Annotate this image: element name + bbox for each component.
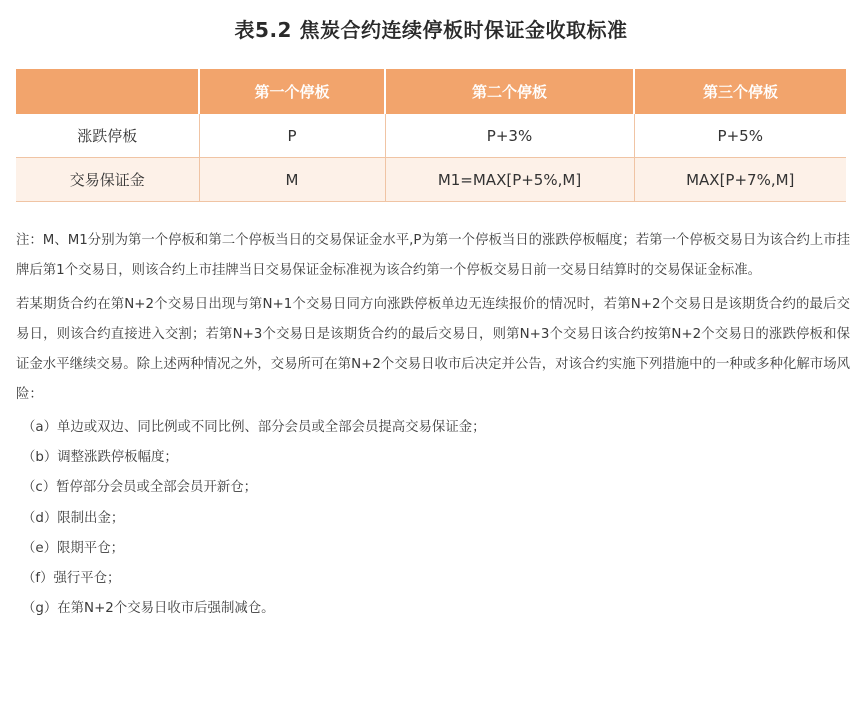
list-item: （b）调整涨跌停板幅度； — [22, 450, 178, 466]
measures-list — [16, 413, 850, 624]
header-cell-first-limit: 第一个停板 — [199, 69, 385, 114]
list-item: （e）限期平仓； — [22, 540, 124, 556]
list-item: （c）暂停部分会员或全部会员开新仓； — [22, 480, 258, 496]
header-cell-second-limit: 第二个停板 — [385, 69, 634, 114]
note-paragraph: 注：M、M1分别为第一个停板和第二个停板当日的交易保证金水平,P为第一个停板当日的涨跌停板幅度；若第一个停板交易日为该合约上市挂牌后第1个交易日，则该合约上市挂牌当日交易保证金标准视为该合约第一个停板交易日前一交易日结算时的交易保证金标准。 — [16, 233, 850, 278]
row-label-price-limit: 涨跌停板 — [16, 114, 199, 158]
table-cell: P — [199, 114, 385, 158]
table-title: 表5.2 焦炭合约连续停板时保证金收取标准 — [234, 18, 628, 42]
table-row-margin — [16, 158, 846, 202]
list-item: （f）强行平仓； — [22, 570, 121, 586]
rule-paragraph: 若某期货合约在第N+2个交易日出现与第N+1个交易日同方向涨跌停板单边无连续报价的情况时，若第N+2个交易日是该期货合约的最后交易日，则该合约直接进入交割；若第N+3个交易日是该期货合约的最后交易日，则第N+3个交易日该合约按第N+2个交易日的涨跌停板和保证金水平继续交易。除上述两种情况之外，交易所可在第N+2个交易日收市后决定并公告，对该合约实施下列措施中的一种或多种化解市场风险： — [16, 297, 850, 402]
notes-section — [16, 226, 850, 624]
header-cell-third-limit: 第三个停板 — [634, 69, 846, 114]
table-cell: MAX[P+7%,M] — [634, 158, 846, 202]
table-cell: P+3% — [385, 114, 634, 158]
list-item: （d）限制出金； — [22, 510, 125, 526]
list-item: （a）单边或双边、同比例或不同比例、部分会员或全部会员提高交易保证金； — [22, 420, 486, 435]
table-header-row — [16, 69, 846, 114]
list-item: （g）在第N+2个交易日收市后强制减仓。 — [22, 601, 275, 617]
table-row-price-limit — [16, 114, 846, 158]
header-cell-corner — [16, 69, 199, 114]
table-cell: P+5% — [634, 114, 846, 158]
table-cell: M1=MAX[P+5%,M] — [385, 158, 634, 202]
table-cell: M — [199, 158, 385, 202]
row-label-margin: 交易保证金 — [16, 158, 199, 202]
margin-standard-table — [16, 69, 846, 202]
